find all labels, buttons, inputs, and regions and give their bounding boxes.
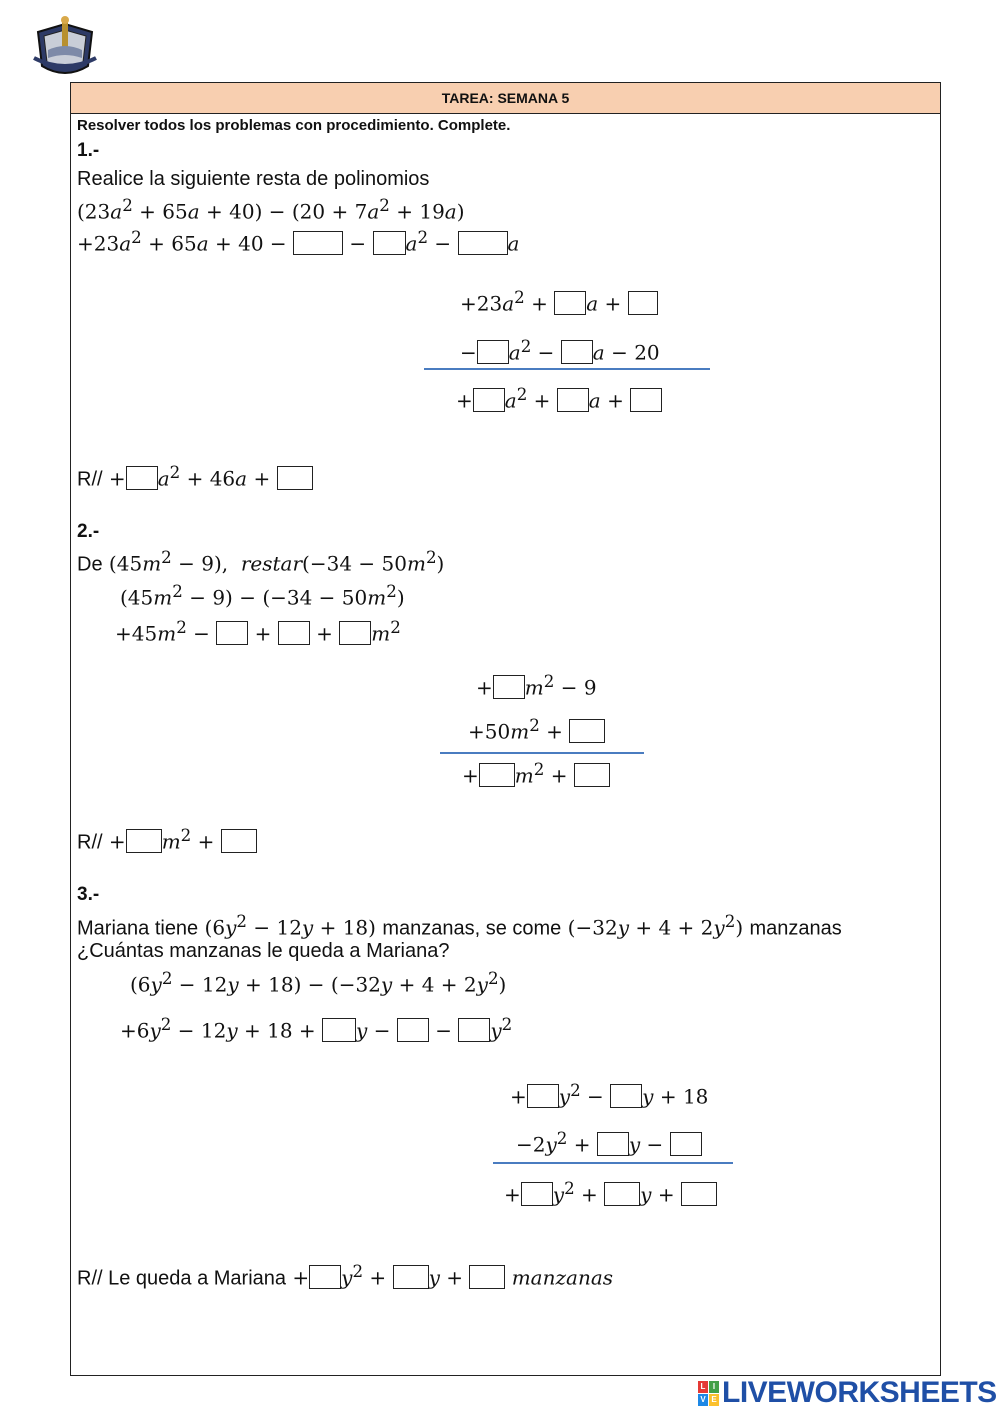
problem-1-statement: Realice la siguiente resta de polinomios	[77, 168, 430, 190]
problem-3-row-1: + $y^2 - y + 18$	[510, 1081, 709, 1109]
problem-2-step-1: $+45m^2$ − + + $m^2$	[115, 618, 401, 646]
answer-box[interactable]	[681, 1182, 717, 1206]
answer-box[interactable]	[569, 719, 605, 743]
answer-box[interactable]	[610, 1084, 642, 1108]
problem-2-row-1: + $m^2 - 9$	[476, 672, 597, 700]
problem-2-expression: $(45m^2 - 9) - (-34 - 50m^2)$	[120, 582, 405, 610]
answer-box[interactable]	[458, 231, 508, 255]
answer-box[interactable]	[339, 621, 371, 645]
problem-3-step-1: $+6y^2 - 12y + 18 + y$ − − $y^2$	[120, 1015, 513, 1043]
problem-2-answer: $R// + m^2$ +	[77, 826, 257, 855]
problem-3-answer: R// Le queda a Mariana + $y^2 + y$ + manzanas	[77, 1262, 614, 1290]
problem-3-row-3: + $y^2 + y$ +	[504, 1179, 717, 1207]
problem-3-expression: $(6y^2 - 12y + 18) - (-32y + 4 + 2y^2)$	[130, 969, 507, 997]
problem-1-number: 1.-	[77, 140, 100, 161]
sum-line	[440, 752, 644, 754]
problem-3-row-2: $-2y^2 + y$ −	[516, 1129, 702, 1157]
brand-name: LIVEWORKSHEETS	[722, 1376, 997, 1409]
statement-prefix: De	[77, 553, 103, 576]
answer-box[interactable]	[458, 1018, 490, 1042]
answer-box[interactable]	[561, 340, 593, 364]
school-crest-icon	[30, 14, 100, 84]
answer-box[interactable]	[670, 1132, 702, 1156]
answer-box[interactable]	[277, 466, 313, 490]
answer-box[interactable]	[373, 231, 406, 255]
liveworksheets-icon: L I V E	[698, 1381, 719, 1406]
problem-3-number: 3.-	[77, 884, 100, 905]
answer-box[interactable]	[557, 388, 589, 412]
sum-line	[493, 1162, 733, 1164]
answer-box[interactable]	[397, 1018, 429, 1042]
answer-box[interactable]	[469, 1265, 505, 1289]
answer-box[interactable]	[479, 763, 515, 787]
answer-box[interactable]	[473, 388, 505, 412]
answer-box[interactable]	[493, 675, 525, 699]
problem-2-row-2: $+50m^2$ +	[468, 716, 605, 744]
answer-box[interactable]	[293, 231, 343, 255]
problem-2-statement: De $(45m^2 - 9)$, restar(−34 − $50m^2$)	[77, 548, 445, 576]
sum-line	[424, 368, 710, 370]
answer-box[interactable]	[554, 291, 586, 315]
answer-prefix: R//	[77, 468, 103, 491]
answer-box[interactable]	[126, 466, 158, 490]
answer-box[interactable]	[477, 340, 509, 364]
problem-1-row-1: $+23a^2 + a$ +	[460, 288, 658, 316]
answer-box[interactable]	[574, 763, 610, 787]
statement-text: manzanas	[749, 917, 842, 940]
statement-text: Mariana tiene	[77, 917, 199, 940]
worksheet-title: TAREA: SEMANA 5	[71, 83, 940, 114]
answer-prefix: R// Le queda a Mariana	[77, 1267, 287, 1290]
answer-prefix: R//	[77, 831, 103, 854]
answer-box[interactable]	[630, 388, 662, 412]
answer-box[interactable]	[216, 621, 248, 645]
problem-1-row-3: + $a^2 + a$ +	[456, 385, 662, 413]
problem-1-expression: $(23a^2 + 65a + 40) - (20 + 7a^2 + 19a)$	[77, 196, 465, 224]
liveworksheets-logo	[698, 1378, 997, 1408]
problem-2-row-3: + $m^2$ +	[462, 760, 610, 788]
answer-box[interactable]	[628, 291, 658, 315]
problem-3-question: ¿Cuántas manzanas le queda a Mariana?	[77, 940, 450, 962]
answer-box[interactable]	[322, 1018, 356, 1042]
problem-1-answer: $R// + a^2 + 46a$ +	[77, 463, 313, 492]
problem-1-row-2: − $a^2 - a - 20$	[460, 337, 660, 365]
statement-text: manzanas, se come	[382, 917, 562, 940]
answer-box[interactable]	[393, 1265, 429, 1289]
answer-box[interactable]	[521, 1182, 553, 1206]
answer-box[interactable]	[126, 829, 162, 853]
answer-box[interactable]	[309, 1265, 341, 1289]
instructions: Resolver todos los problemas con procedimiento. Complete.	[77, 117, 511, 134]
problem-2-number: 2.-	[77, 521, 100, 542]
answer-box[interactable]	[604, 1182, 640, 1206]
answer-box[interactable]	[527, 1084, 559, 1108]
answer-box[interactable]	[597, 1132, 629, 1156]
answer-box[interactable]	[278, 621, 310, 645]
problem-1-step-1: $+23a^2 + 65a + 40$ − − $a^2 - a$	[77, 228, 520, 256]
answer-box[interactable]	[221, 829, 257, 853]
problem-3-statement: Mariana tiene $(6y^2 - 12y + 18)$ manzanas, se come $(-32y + 4 + 2y^2)$ manzanas	[77, 912, 842, 940]
